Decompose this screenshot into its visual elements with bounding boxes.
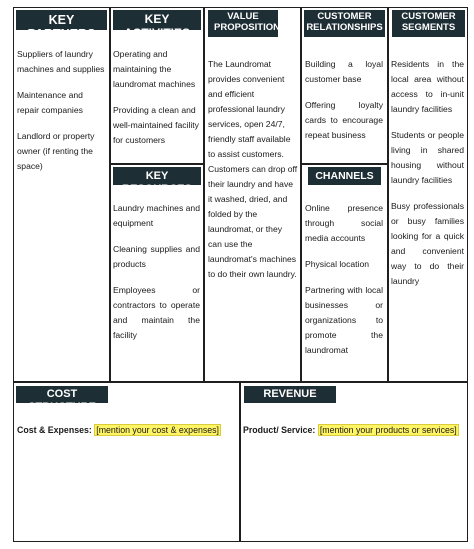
product-service-label: Product/ Service: <box>243 425 316 435</box>
key-activities-item: Providing a clean and well-maintained facility for customers <box>113 105 199 145</box>
customer-segments-item: Busy professionals or busy families looking for a quick and convenient way to do their laundry <box>391 201 464 286</box>
key-resources-item: Cleaning supplies and products <box>113 244 200 269</box>
customer-relationships-list <box>305 57 383 154</box>
cost-expenses-placeholder[interactable]: [mention your cost & expenses] <box>96 425 219 435</box>
channels-list <box>305 201 383 369</box>
key-partners-item: Maintenance and repair companies <box>17 90 83 115</box>
key-resources-list <box>113 201 200 354</box>
key-partners-list <box>17 47 105 185</box>
customer-segments-item: Students or people living in shared housing without laundry facilities <box>391 130 464 185</box>
revenue-line <box>243 425 459 435</box>
key-activities-list <box>113 47 201 159</box>
key-partners-item: Landlord or property owner (if renting the space) <box>17 131 95 171</box>
channels-item: Partnering with local businesses or organizations to promote the laundromat <box>305 285 383 355</box>
key-partners-header: KEY PARTNERS <box>16 10 107 30</box>
revenue-header: REVENUE <box>244 386 336 403</box>
channels-item: Physical location <box>305 259 370 269</box>
value-proposition-text: The Laundromat provides convenient and efficient professional laundry services, open 24/7, friendly staff available to assist customers. Customers can drop off their laundry and have it washed, dried, and folded by the laundromat, or they can use the laundromat's machines to do their own laundry. <box>208 59 298 279</box>
value-proposition-header: VALUE PROPOSITION <box>208 10 278 37</box>
cost-expenses-label: Cost & Expenses: <box>17 425 92 435</box>
key-resources-item: Employees or contractors to operate and maintain the facility <box>113 285 200 340</box>
cost-structure-header: COST STRUCTURE <box>16 386 108 403</box>
key-resources-header: KEY RESOURCES <box>113 167 201 185</box>
revenue-section <box>240 382 468 542</box>
channels-header: CHANNELS <box>308 167 381 185</box>
channels-item: Online presence through social media accounts <box>305 203 383 243</box>
key-resources-item: Laundry machines and equipment <box>113 203 200 228</box>
key-partners-item: Suppliers of laundry machines and supplies <box>17 49 105 74</box>
customer-relationships-item: Building a loyal customer base <box>305 59 383 84</box>
product-service-placeholder[interactable]: [mention your products or services] <box>319 425 457 435</box>
cost-expenses-line <box>17 425 221 435</box>
key-activities-item: Operating and maintaining the laundromat machines <box>113 49 196 89</box>
customer-segments-header: CUSTOMER SEGMENTS <box>392 10 465 37</box>
key-activities-header: KEY ACTIVITIES <box>113 10 201 30</box>
customer-relationships-item: Offering loyalty cards to encourage repeat business <box>305 100 383 140</box>
customer-segments-item: Residents in the local area without access to in-unit laundry facilities <box>391 59 464 114</box>
customer-segments-list <box>391 57 464 300</box>
customer-relationships-header: CUSTOMER RELATIONSHIPS <box>304 10 385 37</box>
